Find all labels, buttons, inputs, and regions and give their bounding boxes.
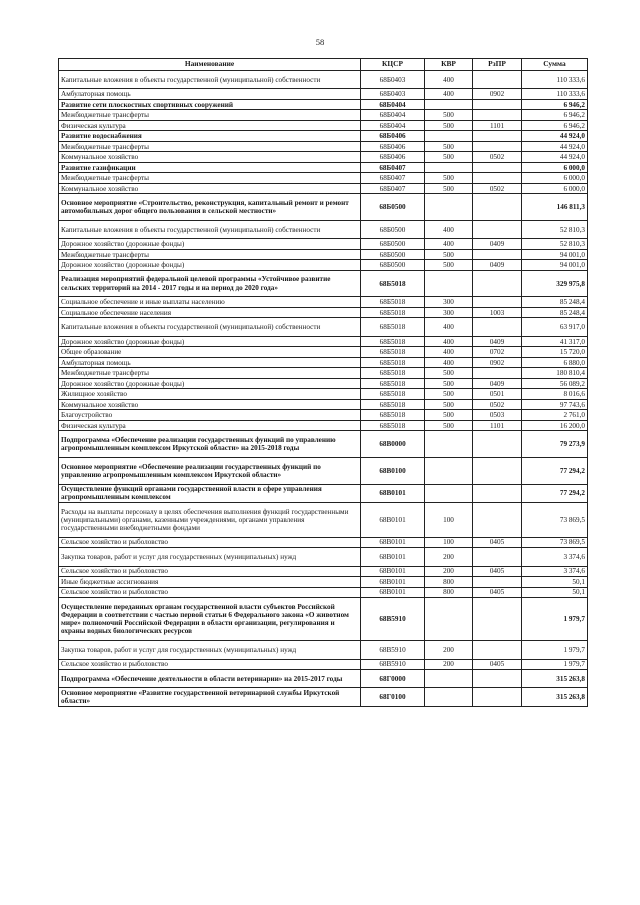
cell-kcsr: 68В5910 bbox=[361, 598, 425, 641]
cell-rzpr bbox=[473, 110, 522, 121]
cell-kvr: 500 bbox=[425, 389, 473, 400]
cell-name: Расходы на выплаты персоналу в целях обеспечения выполнения функций государственными (муниципальными) органами, казенными учреждениями, органами управления государственными внебюджетными фондами bbox=[59, 502, 361, 537]
cell-kvr bbox=[425, 431, 473, 458]
cell-name: Иные бюджетные ассигнования bbox=[59, 577, 361, 588]
cell-sum: 56 089,2 bbox=[522, 378, 588, 389]
table-row bbox=[59, 548, 588, 566]
cell-kcsr: 68Б0404 bbox=[361, 99, 425, 110]
cell-sum: 6 000,0 bbox=[522, 183, 588, 194]
cell-rzpr: 0502 bbox=[473, 183, 522, 194]
cell-kcsr: 68Б5018 bbox=[361, 307, 425, 318]
cell-name: Дорожное хозяйство (дорожные фонды) bbox=[59, 260, 361, 271]
table-row bbox=[59, 71, 588, 89]
table-row bbox=[59, 502, 588, 537]
cell-sum: 85 248,4 bbox=[522, 307, 588, 318]
cell-kvr bbox=[425, 162, 473, 173]
cell-kcsr: 68Б0500 bbox=[361, 239, 425, 250]
cell-sum: 50,1 bbox=[522, 577, 588, 588]
cell-name: Физическая культура bbox=[59, 120, 361, 131]
cell-sum: 2 761,0 bbox=[522, 410, 588, 421]
cell-kvr: 400 bbox=[425, 357, 473, 368]
cell-name: Осуществление переданных органам государственной власти субъектов Российской Федерации в соответствии с частью первой статьи 6 Федерального закона «О животном мире» полномочий Российской Федерации в области организации, регулирования и охраны водных биологических ресурсов bbox=[59, 598, 361, 641]
cell-name: Коммунальное хозяйство bbox=[59, 399, 361, 410]
cell-rzpr: 0409 bbox=[473, 378, 522, 389]
cell-name: Реализация мероприятий федеральной целевой программы «Устойчивое развитие сельских территорий на 2014 - 2017 годы и на период до 2020 года» bbox=[59, 270, 361, 297]
cell-sum: 52 810,3 bbox=[522, 239, 588, 250]
cell-name: Основное мероприятие «Строительство, реконструкция, капитальный ремонт и ремонт автомобильных дорог общего пользования в сельской местности» bbox=[59, 194, 361, 221]
cell-kvr: 100 bbox=[425, 537, 473, 548]
cell-kcsr: 68Б0500 bbox=[361, 260, 425, 271]
table-row bbox=[59, 89, 588, 100]
cell-name: Физическая культура bbox=[59, 420, 361, 431]
cell-kvr: 500 bbox=[425, 183, 473, 194]
cell-kcsr: 68Б5018 bbox=[361, 297, 425, 308]
table-row bbox=[59, 297, 588, 308]
cell-name: Подпрограмма «Обеспечение реализации государственных функций по управлению агропромышленным комплексом Иркутской области» на 2015-2018 годы bbox=[59, 431, 361, 458]
cell-sum: 3 374,6 bbox=[522, 566, 588, 577]
cell-sum: 110 333,6 bbox=[522, 89, 588, 100]
header-name: Наименование bbox=[59, 59, 361, 71]
cell-sum: 110 333,6 bbox=[522, 71, 588, 89]
cell-sum: 97 743,6 bbox=[522, 399, 588, 410]
cell-kvr bbox=[425, 457, 473, 484]
cell-sum: 79 273,9 bbox=[522, 431, 588, 458]
cell-kcsr: 68Б0403 bbox=[361, 71, 425, 89]
cell-name: Дорожное хозяйство (дорожные фонды) bbox=[59, 336, 361, 347]
cell-kvr: 500 bbox=[425, 260, 473, 271]
cell-kcsr: 68В0100 bbox=[361, 457, 425, 484]
cell-sum: 94 001,0 bbox=[522, 249, 588, 260]
cell-kcsr: 68Б0407 bbox=[361, 162, 425, 173]
cell-kcsr: 68Б5018 bbox=[361, 420, 425, 431]
cell-name: Общее образование bbox=[59, 347, 361, 358]
cell-rzpr bbox=[473, 688, 522, 706]
cell-rzpr: 0409 bbox=[473, 260, 522, 271]
cell-name: Основное мероприятие «Обеспечение реализации государственных функций по управлению агропромышленным комплексом Иркутской области» bbox=[59, 457, 361, 484]
cell-rzpr: 0409 bbox=[473, 336, 522, 347]
cell-kvr: 100 bbox=[425, 502, 473, 537]
table-header-row bbox=[59, 59, 588, 71]
cell-kvr: 500 bbox=[425, 378, 473, 389]
table-row bbox=[59, 410, 588, 421]
cell-name: Капитальные вложения в объекты государственной (муниципальной) собственности bbox=[59, 318, 361, 336]
cell-name: Жилищное хозяйство bbox=[59, 389, 361, 400]
table-row bbox=[59, 670, 588, 688]
cell-kcsr: 68В0101 bbox=[361, 548, 425, 566]
cell-rzpr bbox=[473, 670, 522, 688]
table-row bbox=[59, 336, 588, 347]
cell-kvr: 300 bbox=[425, 307, 473, 318]
header-kvr: КВР bbox=[425, 59, 473, 71]
table-row bbox=[59, 239, 588, 250]
cell-kvr bbox=[425, 194, 473, 221]
cell-rzpr: 0503 bbox=[473, 410, 522, 421]
cell-kcsr: 68В5910 bbox=[361, 659, 425, 670]
cell-rzpr bbox=[473, 270, 522, 297]
cell-name: Осуществление функций органами государственной власти в сфере управления агропромышленным комплексом bbox=[59, 484, 361, 502]
table-row bbox=[59, 194, 588, 221]
cell-sum: 315 263,8 bbox=[522, 670, 588, 688]
table-row bbox=[59, 688, 588, 706]
cell-kcsr: 68Б5018 bbox=[361, 399, 425, 410]
cell-kvr: 500 bbox=[425, 420, 473, 431]
cell-name: Благоустройство bbox=[59, 410, 361, 421]
cell-name: Амбулаторная помощь bbox=[59, 89, 361, 100]
cell-kvr: 400 bbox=[425, 347, 473, 358]
cell-kcsr: 68Б0407 bbox=[361, 183, 425, 194]
cell-kcsr: 68Г0100 bbox=[361, 688, 425, 706]
cell-kcsr: 68Б0406 bbox=[361, 131, 425, 142]
cell-kvr: 300 bbox=[425, 297, 473, 308]
cell-sum: 6 946,2 bbox=[522, 110, 588, 121]
cell-rzpr bbox=[473, 162, 522, 173]
cell-kcsr: 68Б5018 bbox=[361, 318, 425, 336]
cell-rzpr bbox=[473, 71, 522, 89]
cell-kcsr: 68Б5018 bbox=[361, 347, 425, 358]
table-row bbox=[59, 587, 588, 598]
cell-kcsr: 68Б0500 bbox=[361, 220, 425, 238]
table-row bbox=[59, 389, 588, 400]
cell-sum: 41 317,0 bbox=[522, 336, 588, 347]
cell-sum: 15 720,0 bbox=[522, 347, 588, 358]
cell-sum: 44 924,0 bbox=[522, 152, 588, 163]
cell-rzpr: 0502 bbox=[473, 399, 522, 410]
table-row bbox=[59, 110, 588, 121]
cell-name: Межбюджетные трансферты bbox=[59, 368, 361, 379]
cell-kvr: 200 bbox=[425, 641, 473, 659]
cell-name: Дорожное хозяйство (дорожные фонды) bbox=[59, 239, 361, 250]
cell-kvr: 500 bbox=[425, 152, 473, 163]
cell-rzpr: 0501 bbox=[473, 389, 522, 400]
cell-kvr bbox=[425, 99, 473, 110]
cell-sum: 50,1 bbox=[522, 587, 588, 598]
cell-sum: 6 000,0 bbox=[522, 162, 588, 173]
cell-name: Сельское хозяйство и рыболовство bbox=[59, 566, 361, 577]
cell-rzpr: 0405 bbox=[473, 537, 522, 548]
cell-sum: 44 924,0 bbox=[522, 141, 588, 152]
table-row bbox=[59, 141, 588, 152]
cell-rzpr bbox=[473, 484, 522, 502]
cell-kcsr: 68Б5018 bbox=[361, 378, 425, 389]
cell-kvr: 400 bbox=[425, 336, 473, 347]
table-row bbox=[59, 598, 588, 641]
cell-rzpr bbox=[473, 431, 522, 458]
cell-sum: 1 979,7 bbox=[522, 641, 588, 659]
cell-kvr: 500 bbox=[425, 120, 473, 131]
cell-kvr: 400 bbox=[425, 71, 473, 89]
cell-sum: 94 001,0 bbox=[522, 260, 588, 271]
cell-kvr: 500 bbox=[425, 141, 473, 152]
cell-kcsr: 68В0101 bbox=[361, 484, 425, 502]
cell-name: Основное мероприятие «Развитие государственной ветеринарной службы Иркутской области» bbox=[59, 688, 361, 706]
cell-rzpr bbox=[473, 194, 522, 221]
table-row bbox=[59, 260, 588, 271]
cell-name: Коммунальное хозяйство bbox=[59, 183, 361, 194]
cell-rzpr bbox=[473, 577, 522, 588]
cell-sum: 6 000,0 bbox=[522, 173, 588, 184]
cell-rzpr: 0405 bbox=[473, 566, 522, 577]
cell-kcsr: 68В0101 bbox=[361, 566, 425, 577]
table-row bbox=[59, 162, 588, 173]
cell-rzpr bbox=[473, 318, 522, 336]
cell-sum: 315 263,8 bbox=[522, 688, 588, 706]
table-row bbox=[59, 399, 588, 410]
cell-kvr: 400 bbox=[425, 89, 473, 100]
cell-sum: 1 979,7 bbox=[522, 659, 588, 670]
cell-kcsr: 68Б0403 bbox=[361, 89, 425, 100]
cell-rzpr bbox=[473, 368, 522, 379]
cell-sum: 8 016,6 bbox=[522, 389, 588, 400]
cell-kvr: 500 bbox=[425, 399, 473, 410]
cell-sum: 63 917,0 bbox=[522, 318, 588, 336]
cell-sum: 180 810,4 bbox=[522, 368, 588, 379]
cell-name: Коммунальное хозяйство bbox=[59, 152, 361, 163]
cell-rzpr: 1003 bbox=[473, 307, 522, 318]
table-row bbox=[59, 357, 588, 368]
cell-kvr bbox=[425, 484, 473, 502]
cell-kvr: 500 bbox=[425, 410, 473, 421]
table-row bbox=[59, 347, 588, 358]
cell-rzpr bbox=[473, 220, 522, 238]
cell-rzpr: 0702 bbox=[473, 347, 522, 358]
table-row bbox=[59, 577, 588, 588]
cell-name: Развитие сети плоскостных спортивных сооружений bbox=[59, 99, 361, 110]
cell-kcsr: 68В0101 bbox=[361, 587, 425, 598]
cell-name: Межбюджетные трансферты bbox=[59, 141, 361, 152]
cell-kvr: 200 bbox=[425, 566, 473, 577]
budget-table bbox=[58, 58, 588, 707]
cell-rzpr bbox=[473, 641, 522, 659]
cell-sum: 85 248,4 bbox=[522, 297, 588, 308]
cell-kcsr: 68Б5018 bbox=[361, 368, 425, 379]
cell-name: Амбулаторная помощь bbox=[59, 357, 361, 368]
cell-kvr bbox=[425, 688, 473, 706]
cell-rzpr bbox=[473, 548, 522, 566]
table-row bbox=[59, 99, 588, 110]
cell-rzpr: 0405 bbox=[473, 659, 522, 670]
cell-sum: 146 811,3 bbox=[522, 194, 588, 221]
cell-sum: 1 979,7 bbox=[522, 598, 588, 641]
cell-kcsr: 68Б5018 bbox=[361, 357, 425, 368]
cell-kcsr: 68Б0407 bbox=[361, 173, 425, 184]
cell-kvr: 800 bbox=[425, 577, 473, 588]
cell-kcsr: 68В0000 bbox=[361, 431, 425, 458]
cell-kvr: 500 bbox=[425, 368, 473, 379]
cell-sum: 329 975,8 bbox=[522, 270, 588, 297]
page-number: 58 bbox=[315, 37, 325, 47]
table-row bbox=[59, 307, 588, 318]
cell-name: Подпрограмма «Обеспечение деятельности в области ветеринарии» на 2015-2017 годы bbox=[59, 670, 361, 688]
cell-name: Капитальные вложения в объекты государственной (муниципальной) собственности bbox=[59, 220, 361, 238]
cell-kvr bbox=[425, 131, 473, 142]
table-body bbox=[59, 71, 588, 707]
cell-kvr: 400 bbox=[425, 318, 473, 336]
table-row bbox=[59, 120, 588, 131]
cell-rzpr bbox=[473, 249, 522, 260]
cell-kvr: 400 bbox=[425, 239, 473, 250]
table-row bbox=[59, 173, 588, 184]
table-row bbox=[59, 318, 588, 336]
cell-kcsr: 68Г0000 bbox=[361, 670, 425, 688]
table-row bbox=[59, 431, 588, 458]
table-row bbox=[59, 641, 588, 659]
cell-rzpr: 0502 bbox=[473, 152, 522, 163]
table-row bbox=[59, 270, 588, 297]
cell-rzpr: 1101 bbox=[473, 120, 522, 131]
cell-kvr: 200 bbox=[425, 548, 473, 566]
cell-kcsr: 68Б5018 bbox=[361, 336, 425, 347]
table-row bbox=[59, 220, 588, 238]
cell-kcsr: 68Б0500 bbox=[361, 194, 425, 221]
cell-kvr: 500 bbox=[425, 173, 473, 184]
cell-kcsr: 68В0101 bbox=[361, 537, 425, 548]
cell-kvr: 200 bbox=[425, 659, 473, 670]
cell-name: Дорожное хозяйство (дорожные фонды) bbox=[59, 378, 361, 389]
cell-name: Сельское хозяйство и рыболовство bbox=[59, 537, 361, 548]
header-sum: Сумма bbox=[522, 59, 588, 71]
table-row bbox=[59, 249, 588, 260]
cell-sum: 44 924,0 bbox=[522, 131, 588, 142]
cell-sum: 52 810,3 bbox=[522, 220, 588, 238]
cell-kcsr: 68Б5018 bbox=[361, 270, 425, 297]
cell-kcsr: 68Б0406 bbox=[361, 141, 425, 152]
cell-name: Межбюджетные трансферты bbox=[59, 173, 361, 184]
cell-kvr: 400 bbox=[425, 220, 473, 238]
cell-kcsr: 68Б0500 bbox=[361, 249, 425, 260]
cell-sum: 77 294,2 bbox=[522, 484, 588, 502]
header-rzpr: РзПР bbox=[473, 59, 522, 71]
table-row bbox=[59, 484, 588, 502]
table-row bbox=[59, 420, 588, 431]
cell-rzpr bbox=[473, 131, 522, 142]
cell-kcsr: 68Б0404 bbox=[361, 110, 425, 121]
table-row bbox=[59, 659, 588, 670]
table-row bbox=[59, 368, 588, 379]
cell-name: Социальное обеспечение населения bbox=[59, 307, 361, 318]
cell-name: Социальное обеспечение и иные выплаты населению bbox=[59, 297, 361, 308]
cell-name: Развитие водоснабжения bbox=[59, 131, 361, 142]
table-row bbox=[59, 457, 588, 484]
cell-sum: 6 880,0 bbox=[522, 357, 588, 368]
table-row bbox=[59, 537, 588, 548]
cell-name: Закупка товаров, работ и услуг для государственных (муниципальных) нужд bbox=[59, 641, 361, 659]
cell-kcsr: 68В0101 bbox=[361, 577, 425, 588]
table-row bbox=[59, 131, 588, 142]
cell-kvr bbox=[425, 670, 473, 688]
cell-sum: 16 200,0 bbox=[522, 420, 588, 431]
cell-kvr bbox=[425, 270, 473, 297]
cell-sum: 73 869,5 bbox=[522, 502, 588, 537]
table-row bbox=[59, 152, 588, 163]
table-row bbox=[59, 378, 588, 389]
cell-kvr bbox=[425, 598, 473, 641]
cell-sum: 3 374,6 bbox=[522, 548, 588, 566]
cell-rzpr: 0902 bbox=[473, 89, 522, 100]
cell-kvr: 500 bbox=[425, 249, 473, 260]
cell-rzpr: 0409 bbox=[473, 239, 522, 250]
cell-kcsr: 68В0101 bbox=[361, 502, 425, 537]
cell-kcsr: 68Б0404 bbox=[361, 120, 425, 131]
cell-sum: 6 946,2 bbox=[522, 120, 588, 131]
cell-name: Межбюджетные трансферты bbox=[59, 110, 361, 121]
cell-name: Сельское хозяйство и рыболовство bbox=[59, 659, 361, 670]
cell-rzpr: 1101 bbox=[473, 420, 522, 431]
cell-name: Капитальные вложения в объекты государственной (муниципальной) собственности bbox=[59, 71, 361, 89]
cell-kcsr: 68Б5018 bbox=[361, 389, 425, 400]
table-row bbox=[59, 566, 588, 577]
cell-sum: 73 869,5 bbox=[522, 537, 588, 548]
cell-kcsr: 68Б5018 bbox=[361, 410, 425, 421]
cell-name: Межбюджетные трансферты bbox=[59, 249, 361, 260]
cell-name: Закупка товаров, работ и услуг для государственных (муниципальных) нужд bbox=[59, 548, 361, 566]
cell-kcsr: 68В5910 bbox=[361, 641, 425, 659]
cell-kvr: 500 bbox=[425, 110, 473, 121]
cell-name: Развитие газификации bbox=[59, 162, 361, 173]
cell-kvr: 800 bbox=[425, 587, 473, 598]
cell-kcsr: 68Б0406 bbox=[361, 152, 425, 163]
cell-rzpr: 0405 bbox=[473, 587, 522, 598]
cell-name: Сельское хозяйство и рыболовство bbox=[59, 587, 361, 598]
cell-rzpr bbox=[473, 173, 522, 184]
cell-rzpr bbox=[473, 99, 522, 110]
cell-sum: 77 294,2 bbox=[522, 457, 588, 484]
cell-rzpr bbox=[473, 297, 522, 308]
cell-rzpr bbox=[473, 502, 522, 537]
cell-rzpr bbox=[473, 598, 522, 641]
cell-rzpr bbox=[473, 457, 522, 484]
cell-sum: 6 946,2 bbox=[522, 99, 588, 110]
table-row bbox=[59, 183, 588, 194]
cell-rzpr bbox=[473, 141, 522, 152]
cell-rzpr: 0902 bbox=[473, 357, 522, 368]
header-kcsr: КЦСР bbox=[361, 59, 425, 71]
